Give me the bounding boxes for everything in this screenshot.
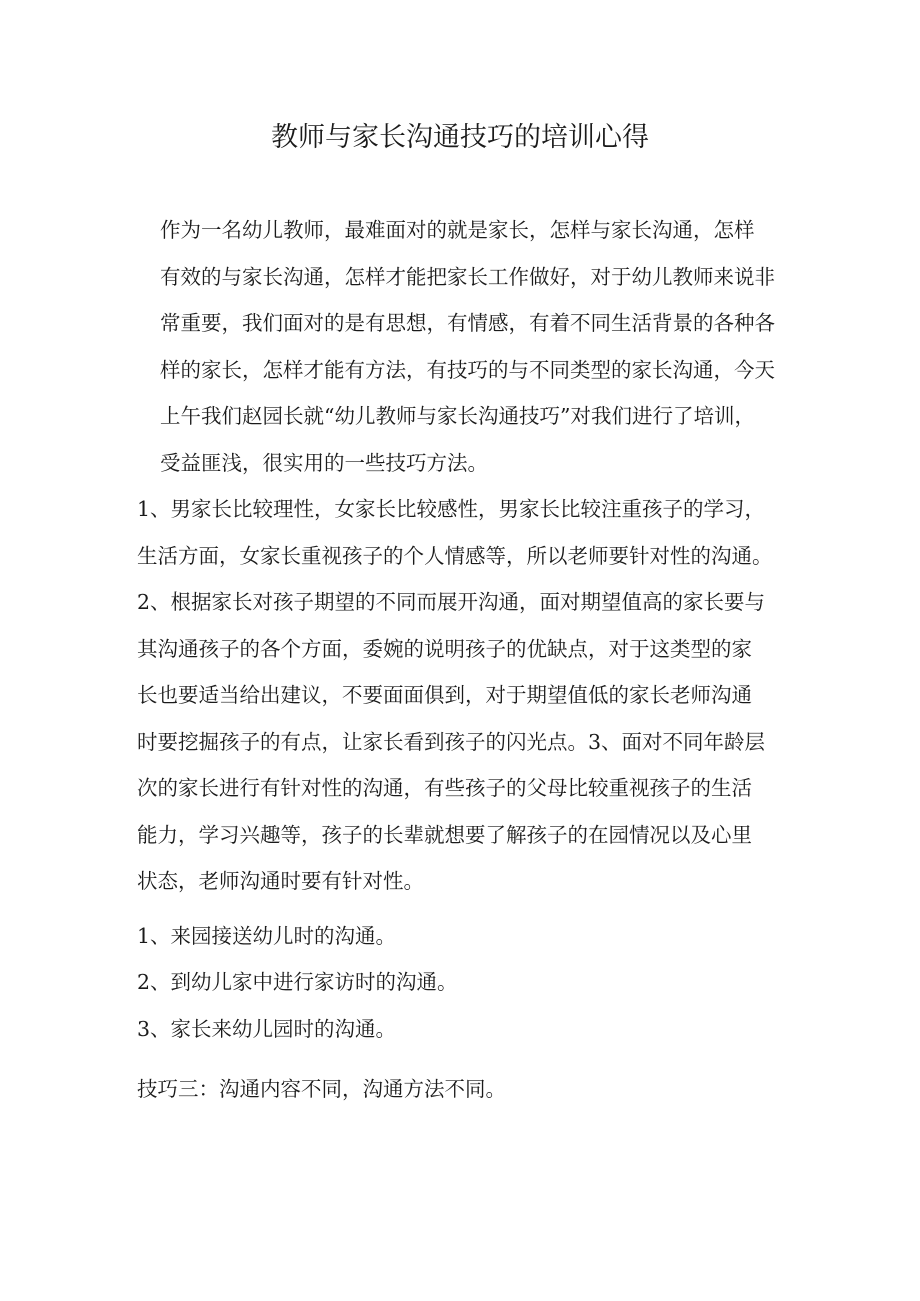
document-title: 教师与家长沟通技巧的培训心得 — [271, 122, 649, 153]
point-1-paragraph — [137, 486, 809, 579]
point-2-line: 2、根据家长对孩子期望的不同而展开沟通，面对期望值高的家长要与 — [137, 590, 766, 614]
point-2-line: 状态，老师沟通时要有针对性。 — [137, 869, 424, 893]
intro-line: 有效的与家长沟通，怎样才能把家长工作做好，对于幼儿教师来说非 — [160, 264, 775, 289]
point-2-line: 能力，学习兴趣等，孩子的长辈就想要了解孩子的在园情况以及心里 — [137, 822, 752, 847]
intro-paragraph — [137, 207, 809, 486]
list-item: 1、来园接送幼儿时的沟通。 — [137, 923, 397, 948]
intro-line: 样的家长，怎样才能有方法，有技巧的与不同类型的家长沟通，今天 — [160, 357, 775, 382]
intro-line: 作为一名幼儿教师，最难面对的就是家长，怎样与家长沟通，怎样 — [160, 218, 755, 242]
document-body — [137, 207, 809, 1113]
intro-line: 受益匪浅，很实用的一些技巧方法。 — [160, 450, 488, 475]
point-2-line: 长也要适当给出建议，不要面面俱到，对于期望值低的家长老师沟通 — [137, 683, 752, 707]
list-item: 2、到幼儿家中进行家访时的沟通。 — [137, 970, 458, 994]
communication-occasions-list — [137, 913, 809, 1053]
point-2-line: 时要挖掘孩子的有点，让家长看到孩子的闪光点。3、面对不同年龄层 — [137, 729, 766, 754]
point-1-line: 生活方面，女家长重视孩子的个人情感等，所以老师要针对性的沟通。 — [137, 543, 773, 568]
point-2-paragraph — [137, 579, 809, 905]
list-item: 3、家长来幼儿园时的沟通。 — [137, 1016, 397, 1041]
point-1-line: 1、男家长比较理性，女家长比较感性，男家长比较注重孩子的学习， — [137, 497, 766, 521]
tip-3-heading: 技巧三：沟通内容不同，沟通方法不同。 — [137, 1077, 506, 1101]
point-2-line: 次的家长进行有针对性的沟通，有些孩子的父母比较重视孩子的生活 — [137, 776, 752, 800]
intro-line: 上午我们赵园长就“幼儿教师与家长沟通技巧”对我们进行了培训， — [160, 404, 755, 428]
point-2-line: 其沟通孩子的各个方面，委婉的说明孩子的优缺点，对于这类型的家 — [137, 636, 752, 661]
intro-line: 常重要，我们面对的是有思想，有情感，有着不同生活背景的各种各 — [160, 311, 775, 335]
